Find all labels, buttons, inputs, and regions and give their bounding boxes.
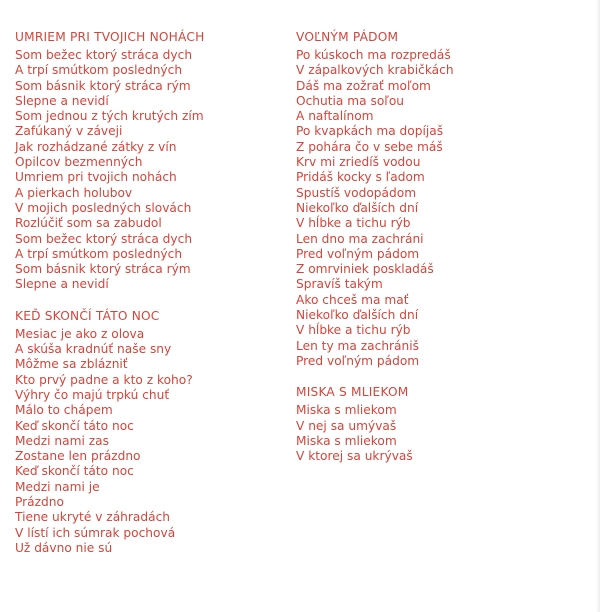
lyric-line: Medzi nami je (15, 479, 100, 494)
lyric-line: Miska s mliekom (296, 403, 397, 418)
lyric-line: Ochutia ma soľou (296, 93, 405, 108)
lyric-line: A trpí smútkom posledných (15, 246, 183, 261)
lyric-line: Len dno ma zachráni (296, 231, 424, 246)
page-edge-shadow (596, 0, 600, 612)
lyric-line: Medzi nami zas (15, 433, 109, 448)
lyric-line: Kto prvý padne a kto z koho? (15, 372, 193, 387)
lyric-line: Z pohára čo v sebe máš (296, 139, 443, 154)
right-column (296, 30, 586, 464)
song-title: MISKA S MLIEKOM (296, 385, 409, 400)
lyric-line: Miska s mliekom (296, 433, 397, 448)
lyric-line: Prázdno (15, 495, 64, 510)
lyric-line: Spustíš vodopádom (296, 185, 417, 200)
lyric-line: Pred voľným pádom (296, 353, 420, 368)
lyric-line: Keď skončí táto noc (15, 418, 134, 433)
lyric-line: Pridáš kocky s ľadom (296, 170, 425, 185)
song-volnym-padom (296, 30, 586, 369)
lyric-line: Mesiac je ako z olova (15, 326, 145, 341)
lyric-line: Som jednou z tých krutých zím (15, 109, 204, 124)
song-title: VOĽNÝM PÁDOM (296, 30, 399, 44)
song-umriem-pri-tvojich-nohach (15, 30, 275, 293)
left-column (15, 30, 275, 556)
lyric-line: Niekoľko ďalších dní (296, 308, 419, 323)
lyric-line: Jak rozhádzané zátky z vín (15, 139, 177, 154)
lyric-line: V lístí ich súmrak pochová (15, 525, 176, 540)
lyric-line: Už dávno nie sú (15, 540, 113, 555)
song-ked-skonci-tato-noc (15, 309, 275, 556)
lyric-line: V hĺbke a tichu rýb (296, 216, 411, 231)
lyric-line: V ktorej sa ukrývaš (296, 449, 413, 464)
lyric-line: Dáš ma zožrať moľom (296, 78, 431, 93)
lyric-line: Pred voľným pádom (296, 246, 420, 261)
song-title: KEĎ SKONČÍ TÁTO NOC (15, 308, 160, 323)
lyric-line: A trpí smútkom posledných (15, 63, 183, 78)
lyric-line: Som básnik ktorý stráca rým (15, 78, 191, 93)
lyric-line: V nej sa umývaš (296, 418, 397, 433)
lyric-line: V hĺbke a tichu rýb (296, 323, 411, 338)
song-miska-s-mliekom (296, 385, 586, 464)
lyric-line: Ako chceš ma mať (296, 292, 409, 307)
lyric-line: Slepne a nevidí (15, 93, 109, 108)
lyric-line: Spravíš takým (296, 277, 383, 292)
lyric-line: Niekoľko ďalších dní (296, 200, 419, 215)
lyric-line: Po kvapkách ma dopíjaš (296, 124, 444, 139)
lyric-line: A naftalínom (296, 109, 374, 124)
lyric-line: Málo to chápem (15, 403, 113, 418)
lyric-line: Krv mi zriedíš vodou (296, 155, 421, 170)
lyric-line: A pierkach holubov (15, 185, 133, 200)
lyric-line: Po kúskoch ma rozpredáš (296, 48, 451, 62)
lyric-line: Tiene ukryté v záhradách (15, 510, 170, 525)
lyric-line: Som bežec ktorý stráca dych (15, 231, 193, 246)
lyric-line: Som bežec ktorý stráca dych (15, 48, 193, 62)
lyric-line: Z omrviniek poskladáš (296, 262, 434, 277)
lyric-line: Keď skončí táto noc (15, 464, 134, 479)
lyric-line: Slepne a nevidí (15, 277, 109, 292)
lyric-line: Umriem pri tvojich nohách (15, 170, 177, 185)
lyric-line: Opilcov bezmenných (15, 155, 143, 170)
lyric-line: Výhry čo majú trpkú chuť (15, 387, 170, 402)
lyric-line: V zápalkových krabičkách (296, 63, 454, 78)
lyric-line: V mojich posledných slovách (15, 200, 192, 215)
lyric-line: Môžme sa zblázniť (15, 357, 128, 372)
lyric-line: A skúša kradnúť naše sny (15, 342, 172, 357)
lyric-line: Rozlúčiť som sa zabudol (15, 216, 162, 231)
lyric-line: Len ty ma zachrániš (296, 338, 419, 353)
lyric-line: Som básnik ktorý stráca rým (15, 262, 191, 277)
lyric-line: Zafúkaný v záveji (15, 124, 123, 139)
song-title: UMRIEM PRI TVOJICH NOHÁCH (15, 30, 205, 44)
lyric-line: Zostane len prázdno (15, 449, 141, 464)
